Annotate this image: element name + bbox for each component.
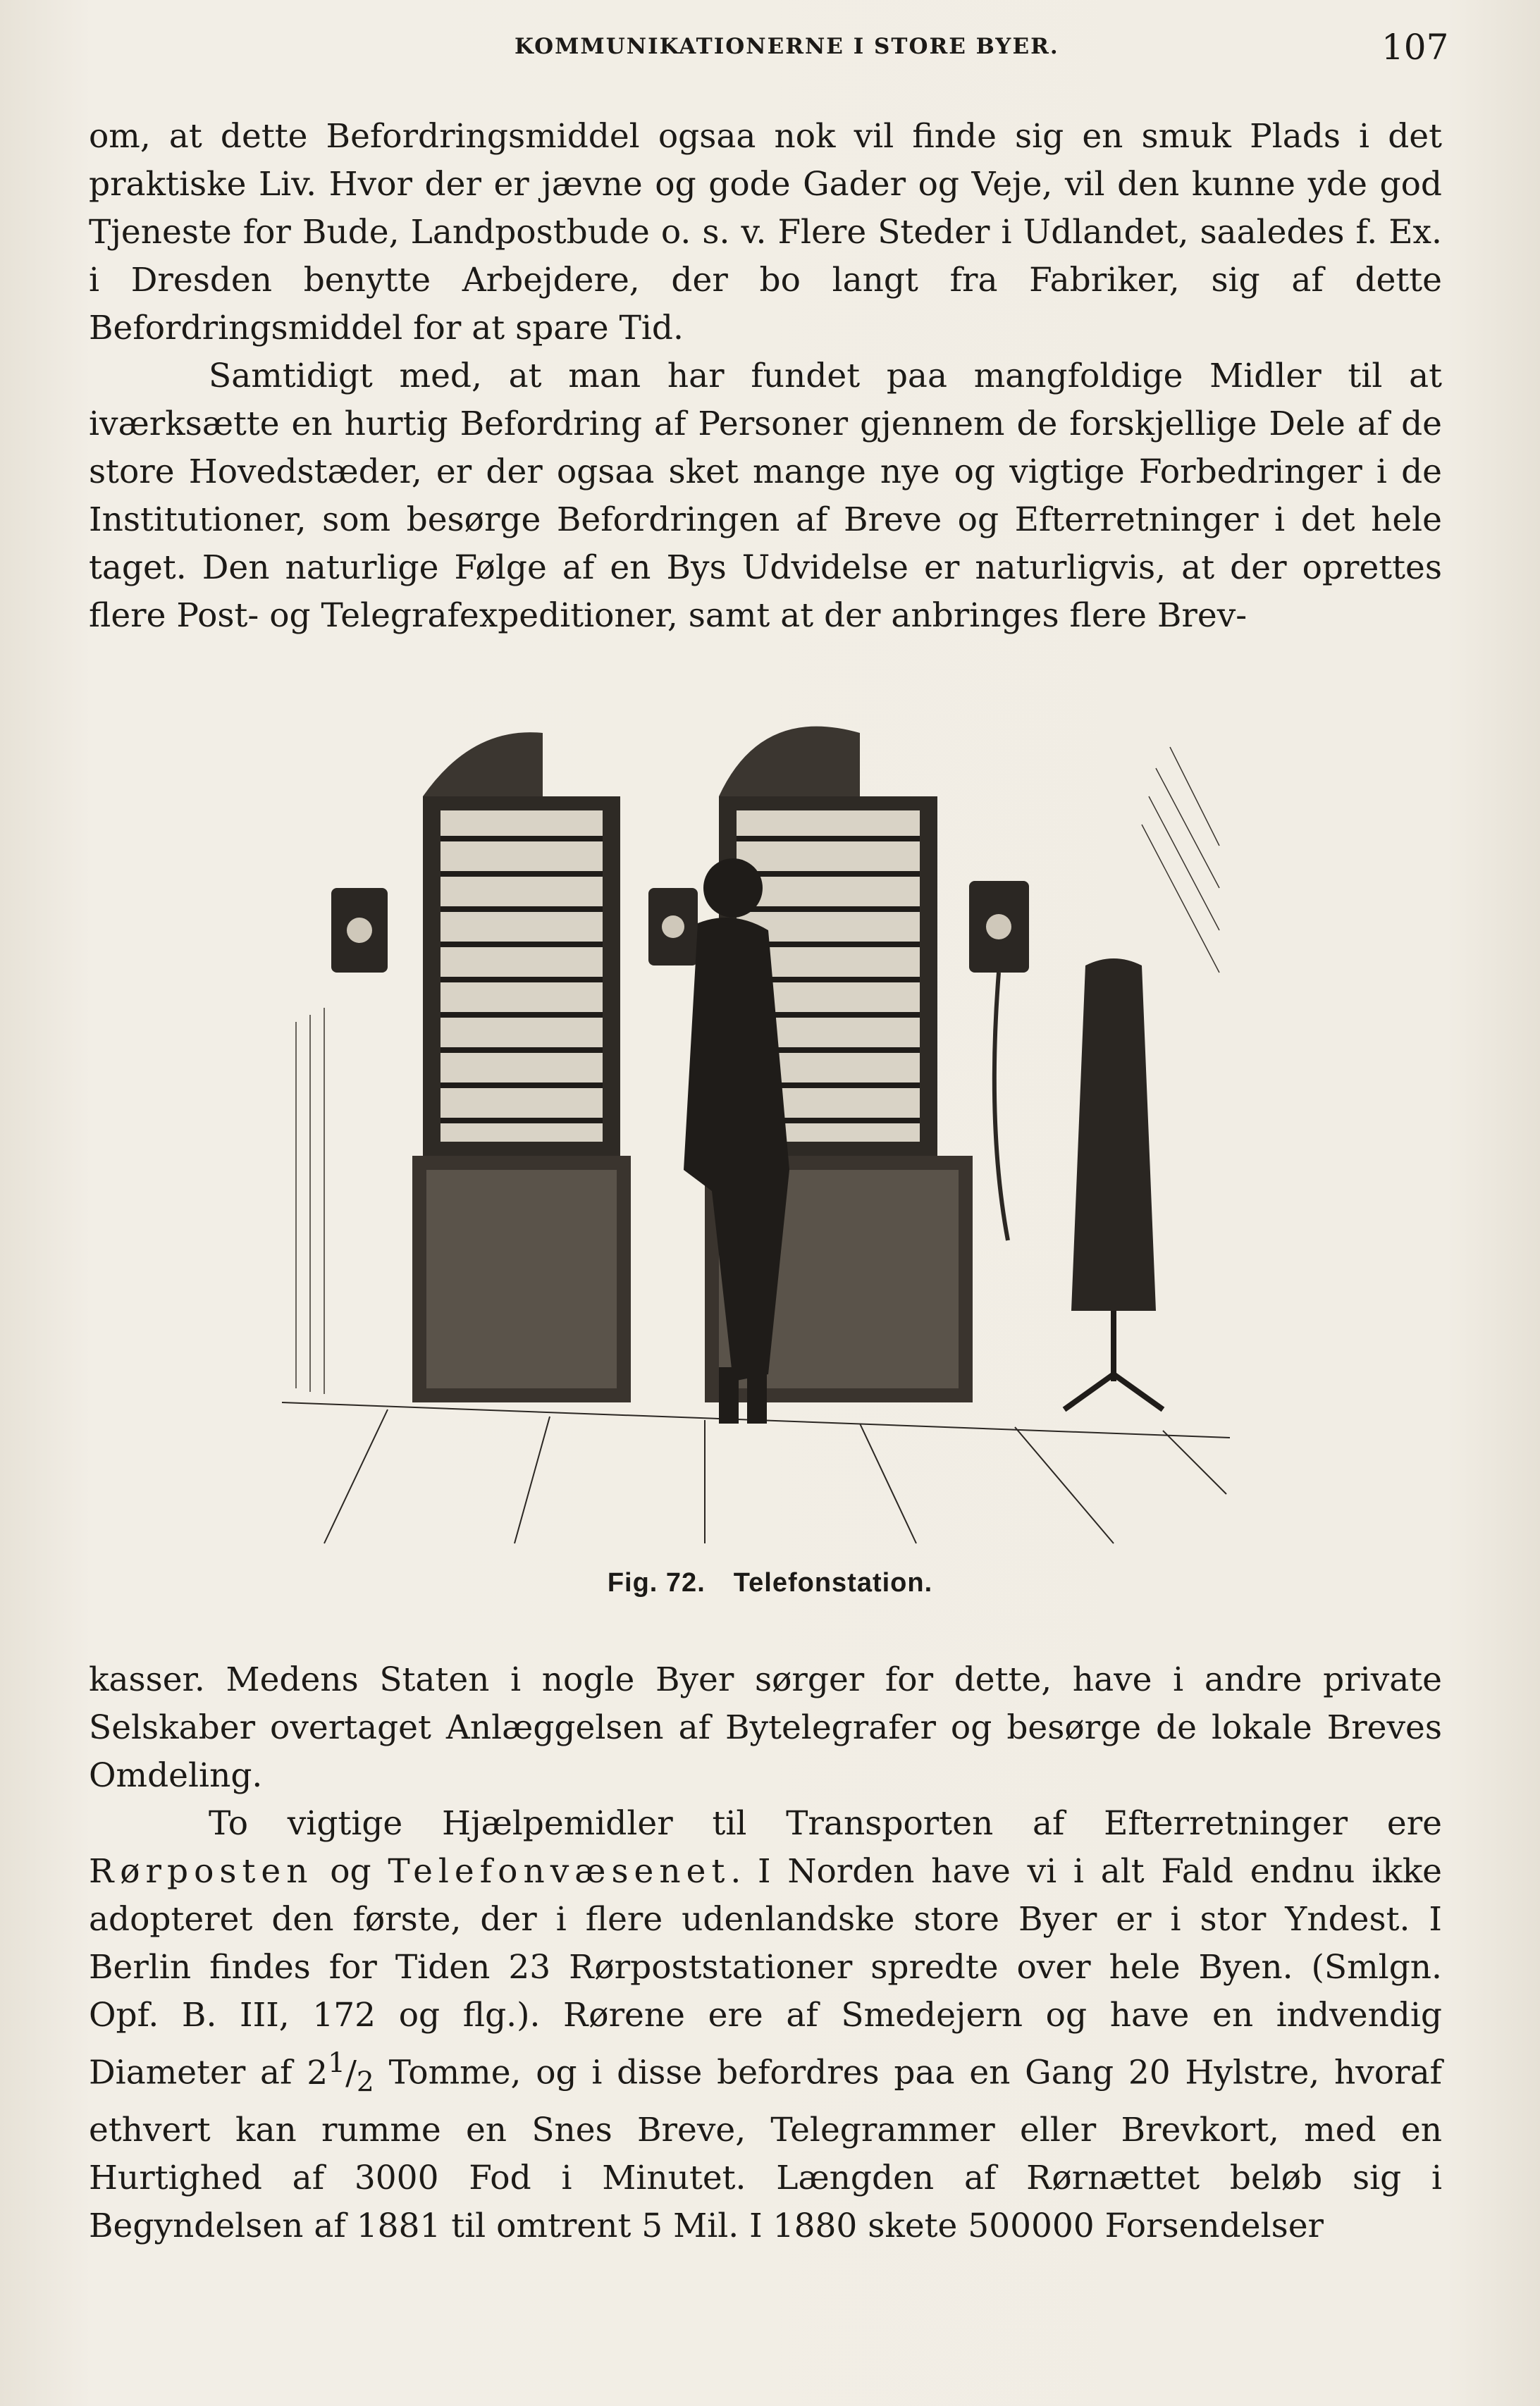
term-telefonvaesenet: Telefonvæsenet (388, 1852, 731, 1891)
fraction: $2^1/_2$ (307, 2047, 374, 2099)
text-block-bottom (89, 1656, 1442, 2250)
paragraph: To vigtige Hjælpemidler til Transporten af Efterretninger ere Rørposten og Telefonvæsenet. I Norden have vi i alt Fald endnu ikke adopteret den første, der i flere udenlandske store Byer er i stor Yndest. I Berlin findes for Tiden 23 Rørpoststationer spredte over hele Byen. (Smlgn. Opf. B. III, 172 og flg.). Rørene ere af Smedejern og have en indvendig Diameter af $2^1/_2$ Tomme, og i disse befordres paa en Gang 20 Hylstre, hvoraf ethvert kan rumme en Snes Breve, Telegrammer eller Brevkort, med en Hurtighed af 3000 Fod i Minutet. Længden af Rørnættet beløb sig i Begyndelsen af 1881 til omtrent 5 Mil. I 1880 skete 500000 Forsendelser (89, 1804, 1442, 2246)
coat-stand (1064, 958, 1163, 1409)
text-block-top (89, 113, 1442, 640)
running-title: KOMMUNIKATIONERNE I STORE BYER. (515, 34, 1059, 59)
paragraph: Samtidigt med, at man har fundet paa mangfoldige Midler til at iværksætte en hurtig Befordring af Personer gjennem de forskjellige Dele af de store Hovedstæder, er der ogsaa sket mange nye og vigtige Forbedringer i de Institutioner, som besørge Befordringen af Breve og Efterretninger i det hele taget. Den naturlige Følge af en Bys Udvidelse er naturligvis, at der oprettes flere Post- og Telegrafexpeditioner, samt at der anbringes flere Brev- (89, 357, 1442, 635)
page-number: 107 (1381, 27, 1449, 68)
illustration-engraving (282, 705, 1230, 1550)
paragraph: kasser. Medens Staten i nogle Byer sørger for dette, have i andre private Selskaber overtaget Anlæggelsen af Bytelegrafer og besørge de lokale Breves Omdeling. (89, 1660, 1442, 1795)
figure-caption (0, 1568, 1540, 1598)
term-rorposten: Rørposten (89, 1852, 314, 1891)
figure-telephone-exchange (282, 705, 1230, 1550)
paragraph: om, at dette Befordringsmiddel ogsaa nok vil finde sig en smuk Plads i det praktiske Liv. Hvor der er jævne og gode Gader og Veje, vil den kunne yde god Tjeneste for Bude, Landpostbude o. s. v. Flere Steder i Udlandet, saaledes f. Ex. i Dresden benytte Arbejdere, der bo langt fra Fabriker, sig af dette Befordringsmiddel for at spare Tid. (89, 117, 1442, 347)
figure-number: Fig. 72. (607, 1568, 706, 1598)
switchboard-left (412, 732, 631, 1402)
figure-title: Telefonstation. (733, 1568, 933, 1598)
